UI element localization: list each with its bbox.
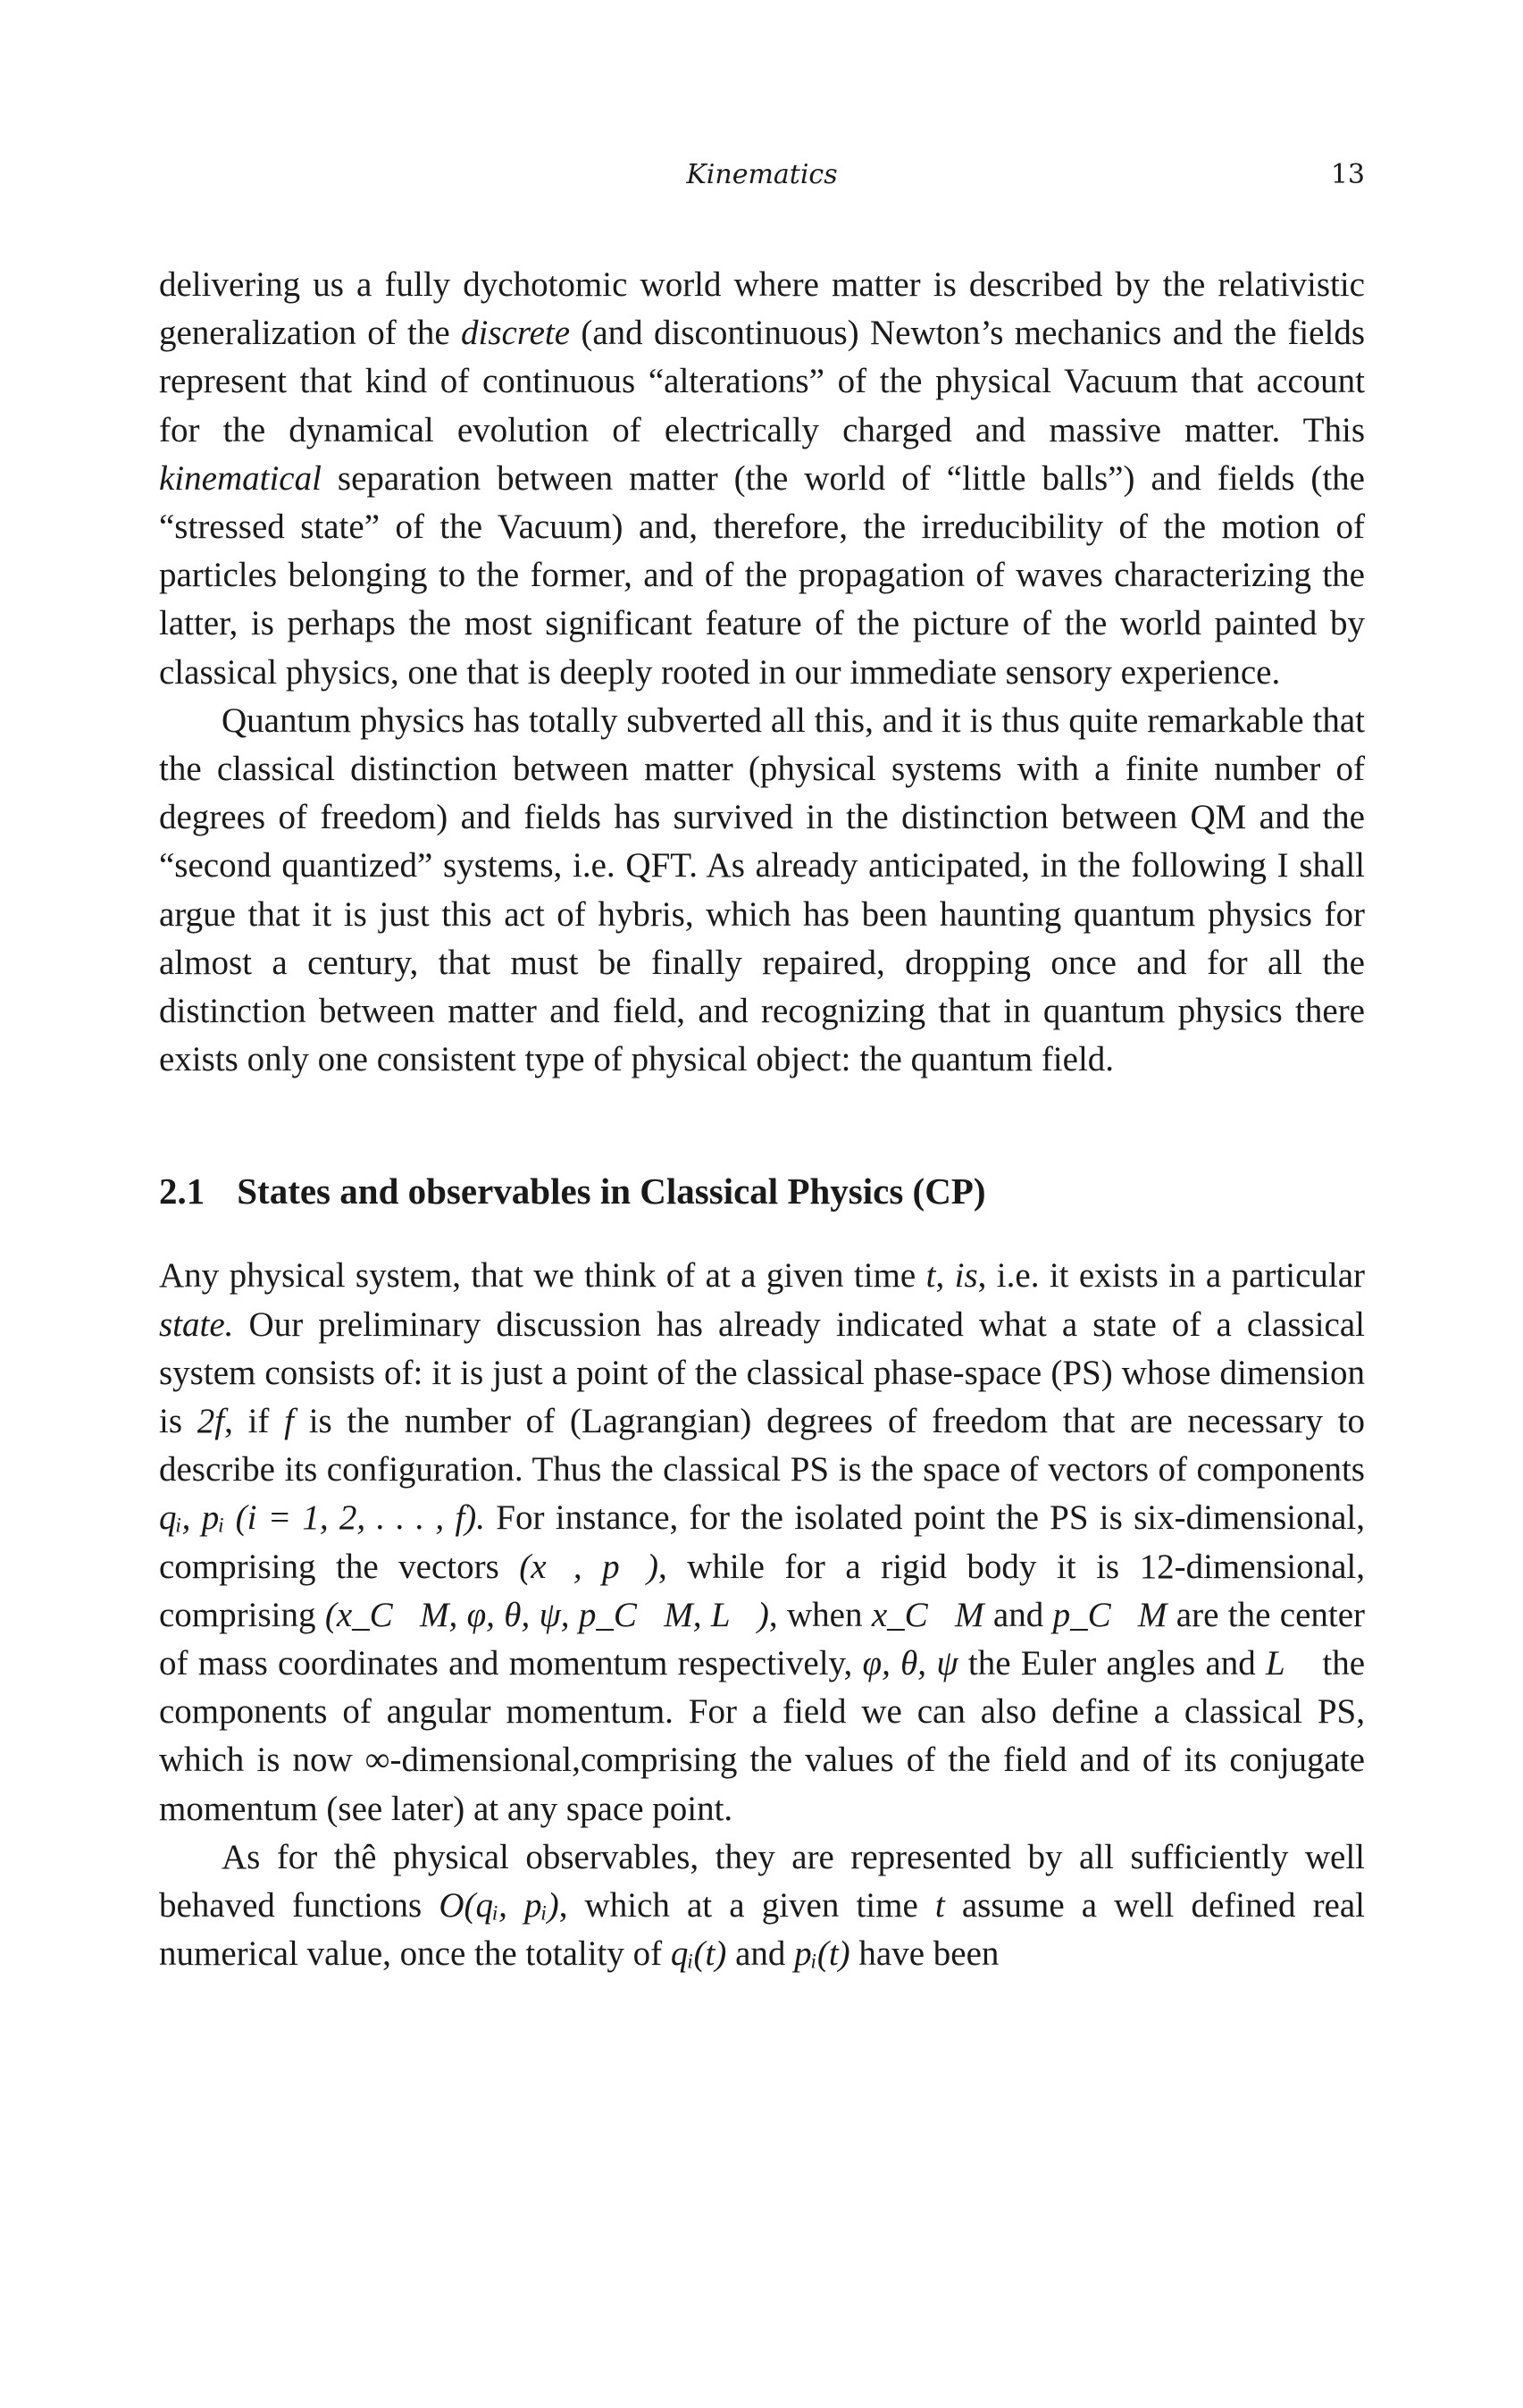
- page-number: 13: [1330, 159, 1365, 190]
- section-number: 2.1: [159, 1170, 205, 1212]
- running-head: [159, 159, 1365, 204]
- body-text: [159, 261, 1365, 1979]
- paragraph-1: delivering us a fully dychotomic world where matter is described by the relativistic generalization of the discrete (and discontinuous) Newton’s mechanics and the fields represent that kind of continuous “alterations” of the physical Vacuum that account for the dynamical evolution of electrically charged and massive matter. This kinematical separation between matter (the world of “little balls”) and fields (the “stressed state” of the Vacuum) and, therefore, the irreducibility of the motion of particles belonging to the former, and of the propagation of waves characterizing the latter, is perhaps the most significant feature of the picture of the world painted by classical physics, one that is deeply rooted in our immediate sensory experience.: [159, 265, 1365, 692]
- section-heading: [159, 1167, 1365, 1215]
- section-title: States and observables in Classical Physics (CP): [237, 1170, 986, 1212]
- paragraph-2: Quantum physics has totally subverted all this, and it is thus quite remarkable that the classical distinction between matter (physical systems with a finite number of degrees of freedom) and fields has survived in the distinction between QM and the “second quantized” systems, i.e. QFT. As already anticipated, in the following I shall argue that it is just this act of hybris, which has been haunting quantum physics for almost a century, that must be finally repaired, dropping once and for all the distinction between matter and field, and recognizing that in quantum physics there exists only one consistent type of physical object: the quantum field.: [159, 701, 1365, 1079]
- paragraph-4: As for thê physical observables, they are represented by all sufficiently well behaved functions O(qᵢ, pᵢ), which at a given time t assume a well defined real numerical value, once the totality of qᵢ(t) and pᵢ(t) have been: [159, 1837, 1366, 1974]
- running-title: Kinematics: [686, 159, 838, 190]
- paragraph-3: Any physical system, that we think of at a given time t, is, i.e. it exists in a particular state. Our preliminary discussion has already indicated what a state of a classical system consists of: it is just a point of the classical phase-space (PS) whose dimension is 2f, if f is the number of (Lagrangian) degrees of freedom that are necessary to describe its configuration. Thus the classical PS is the space of vectors of components qᵢ, pᵢ (i = 1, 2, . . . , f). For instance, for the isolated point the PS is six-dimensional, comprising the vectors (x⃗, p⃗), while for a rigid body it is 12-dimensional, comprising (x_C⃗M, φ, θ, ψ, p_C⃗M, L⃗), when x_C⃗M and p_C⃗M are the center of mass coordinates and momentum respectively, φ, θ, ψ the Euler angles and L⃗ the components of angular momentum. For a field we can also define a classical PS, which is now ∞-dimensional,comprising the values of the field and of its conjugate momentum (see later) at any space point.: [159, 1256, 1366, 1828]
